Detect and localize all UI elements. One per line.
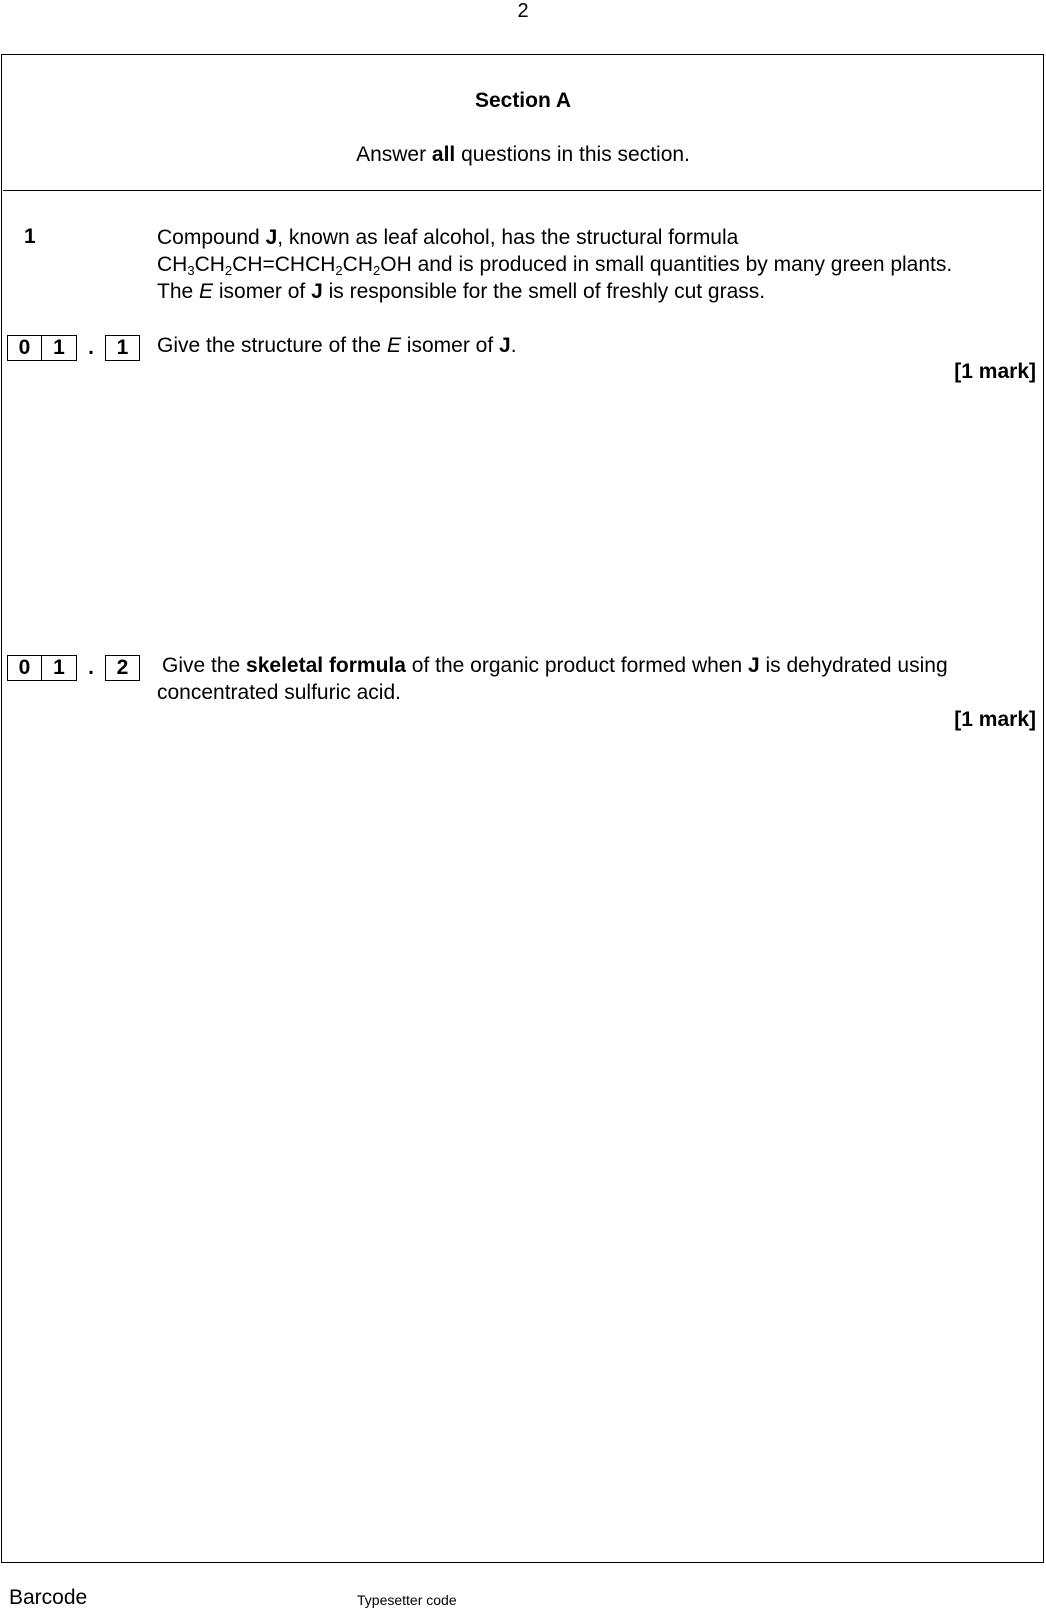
question-dot: . (88, 336, 94, 359)
formula-subscript: 2 (224, 263, 233, 278)
text-run: , known as leaf alcohol, has the structural formula (277, 226, 739, 249)
instruction-post: questions in this section. (455, 143, 690, 166)
section-title: Section A (474, 89, 572, 112)
section-divider (3, 190, 1041, 191)
question-id-box-01-2 (7, 655, 140, 681)
isomer-label: E (199, 280, 214, 303)
part-01-2-prompt (162, 652, 948, 679)
text-run: . (510, 334, 517, 357)
question-intro-line-3 (157, 278, 765, 305)
formula-subscript: 2 (335, 263, 343, 278)
question-digit-box: 0 (7, 335, 42, 361)
formula-subscript: 2 (373, 263, 381, 278)
question-intro-line-1 (157, 224, 738, 251)
text-run: of the organic product formed when (405, 654, 748, 677)
compound-label: J (265, 226, 278, 249)
text-run: The (157, 280, 200, 303)
text-run: Give the (162, 654, 247, 677)
structural-formula-line (157, 251, 952, 278)
footer-barcode: Barcode (9, 1586, 88, 1609)
formula-part: CH (342, 253, 373, 276)
formula-part: CH (157, 253, 188, 276)
compound-label: J (747, 654, 760, 677)
text-run: Give the structure of the (157, 334, 387, 357)
text-run: is dehydrated using (759, 654, 948, 677)
question-digit-box: 0 (7, 655, 42, 681)
question-digit-box: 1 (42, 335, 77, 361)
question-part-box: 2 (105, 655, 140, 681)
section-instruction (0, 143, 1046, 167)
text-run: isomer of (213, 280, 312, 303)
text-run: is responsible for the smell of freshly cut grass. (322, 280, 766, 303)
instruction-pre: Answer (356, 143, 432, 166)
question-id-box-01-1 (7, 335, 140, 361)
compound-label: J (499, 334, 511, 357)
text-run: Compound (157, 226, 266, 249)
skeletal-formula-term: skeletal formula (246, 654, 406, 677)
text-run: isomer of (400, 334, 499, 357)
page-number: 2 (517, 0, 529, 22)
question-number: 1 (24, 225, 36, 248)
part-01-1-marks: [1 mark] (954, 360, 1036, 383)
formula-part: CH=CHCH (232, 253, 336, 276)
formula-part: OH and is produced in small quantities by many green plants. (380, 253, 953, 276)
formula-subscript: 3 (187, 263, 195, 278)
instruction-bold: all (431, 143, 456, 166)
footer-typesetter-code: Typesetter code (357, 1592, 457, 1608)
formula-part: CH (194, 253, 225, 276)
part-01-2-prompt-line-2: concentrated sulfuric acid. (157, 681, 401, 704)
part-01-1-prompt (157, 332, 517, 359)
question-digit-box: 1 (42, 655, 77, 681)
isomer-label: E (386, 334, 401, 357)
question-dot: . (88, 656, 94, 679)
part-01-2-marks: [1 mark] (954, 708, 1036, 731)
question-part-box: 1 (105, 335, 140, 361)
compound-label: J (311, 280, 323, 303)
